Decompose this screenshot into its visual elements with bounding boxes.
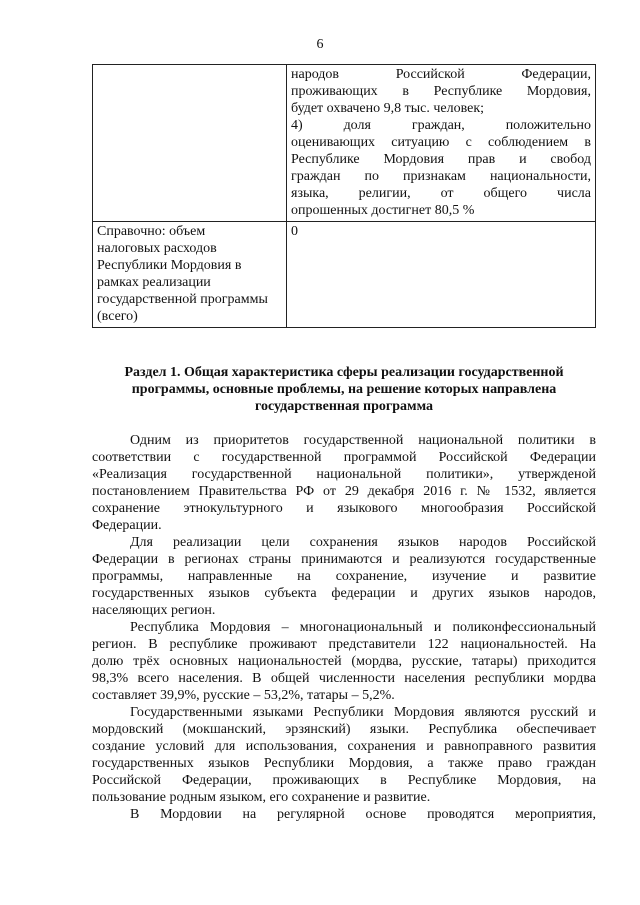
- cell-line: граждан по признакам национальности,: [291, 169, 591, 184]
- section-title-line: государственная программа: [254, 399, 434, 414]
- paragraph-line: Российской Федерации, проживающих в Республике Мордовия, на: [92, 773, 596, 788]
- cell-line: государственной программы: [97, 292, 268, 307]
- paragraph: [92, 534, 596, 619]
- page-number: 6: [316, 37, 324, 52]
- cell-line: налоговых расходов: [97, 241, 217, 256]
- paragraph-line: В Мордовии на регулярной основе проводятся мероприятия,: [130, 807, 596, 822]
- paragraph-line: Для реализации цели сохранения языков народов Российской: [130, 535, 596, 550]
- cell-line: народов Российской Федерации,: [291, 67, 591, 82]
- paragraph-line: Федерации в регионах страны принимаются и реализуются государственные: [92, 552, 596, 567]
- table-row: [93, 65, 596, 222]
- cell-line: оценивающих ситуацию с соблюдением в: [291, 135, 591, 150]
- paragraph-line: регион. В республике проживают представители 122 национальностей. На: [92, 637, 596, 652]
- cell-line: языка, религии, от общего числа: [291, 186, 591, 201]
- paragraph-line: долю трёх основных национальностей (мордва, русские, татары) приходится: [92, 654, 596, 669]
- paragraph-line: мордовский (мокшанский, эрзянский) языки. Республика обеспечивает: [92, 722, 596, 737]
- section-title-line: Раздел 1. Общая характеристика сферы реализации государственной: [124, 365, 564, 380]
- program-passport-table: [92, 64, 596, 328]
- table-row: [93, 222, 596, 328]
- cell-line: будет охвачено 9,8 тыс. человек;: [291, 101, 485, 116]
- paragraph-line: государственных языков субъекта федерации и других языков народов,: [92, 586, 596, 601]
- paragraph-line: пользование родным языком, его сохранение и развитие.: [92, 790, 431, 805]
- paragraph-line: Республика Мордовия – многонациональный и поликонфессиональный: [130, 620, 596, 635]
- paragraph-line: постановлением Правительства РФ от 29 декабря 2016 г. № 1532, является: [92, 484, 596, 499]
- paragraph-line: сохранение этнокультурного и языкового многообразия Российской: [92, 501, 596, 516]
- paragraph-line: «Реализация государственной национальной политики», утвержденой: [92, 467, 596, 482]
- cell-line: 4) доля граждан, положительно: [291, 118, 591, 133]
- body-text: [92, 432, 596, 823]
- table-cell-empty: [93, 65, 287, 222]
- paragraph-line: 98,3% всего населения. В общей численности населения республики мордва: [92, 671, 596, 686]
- section-title: [92, 364, 596, 415]
- table-cell-indicators: [287, 65, 596, 222]
- section-title-line: программы, основные проблемы, на решение которых направлена: [131, 382, 557, 397]
- paragraph-line: Федерации.: [92, 518, 162, 533]
- cell-line: опрошенных достигнет 80,5 %: [291, 203, 475, 218]
- paragraph-line: составляет 39,9%, русские – 53,2%, татары – 5,2%.: [92, 688, 395, 703]
- paragraph-line: населяющих регион.: [92, 603, 216, 618]
- cell-line: Справочно: объем: [97, 224, 206, 239]
- cell-line: (всего): [97, 309, 138, 324]
- paragraph-line: программы, направленные на сохранение, изучение и развитие: [92, 569, 596, 584]
- paragraph-line: Государственными языками Республики Мордовия являются русский и: [130, 705, 596, 720]
- paragraph: [92, 619, 596, 704]
- table-cell-value: 0: [287, 222, 596, 328]
- paragraph: [92, 806, 596, 823]
- cell-line: рамках реализации: [97, 275, 211, 290]
- cell-line: Республике Мордовия прав и свобод: [291, 152, 591, 167]
- paragraph: [92, 704, 596, 806]
- paragraph: [92, 432, 596, 534]
- paragraph-line: Одним из приоритетов государственной национальной политики в: [130, 433, 596, 448]
- paragraph-line: государственных языков Республики Мордовия, а также право граждан: [92, 756, 596, 771]
- paragraph-line: создание условий для использования, сохранения и равноправного развития: [92, 739, 596, 754]
- cell-line: Республики Мордовия в: [97, 258, 242, 273]
- cell-line: проживающих в Республике Мордовия,: [291, 84, 591, 99]
- table-cell-label: [93, 222, 287, 328]
- paragraph-line: соответствии с государственной программой Российской Федерации: [92, 450, 596, 465]
